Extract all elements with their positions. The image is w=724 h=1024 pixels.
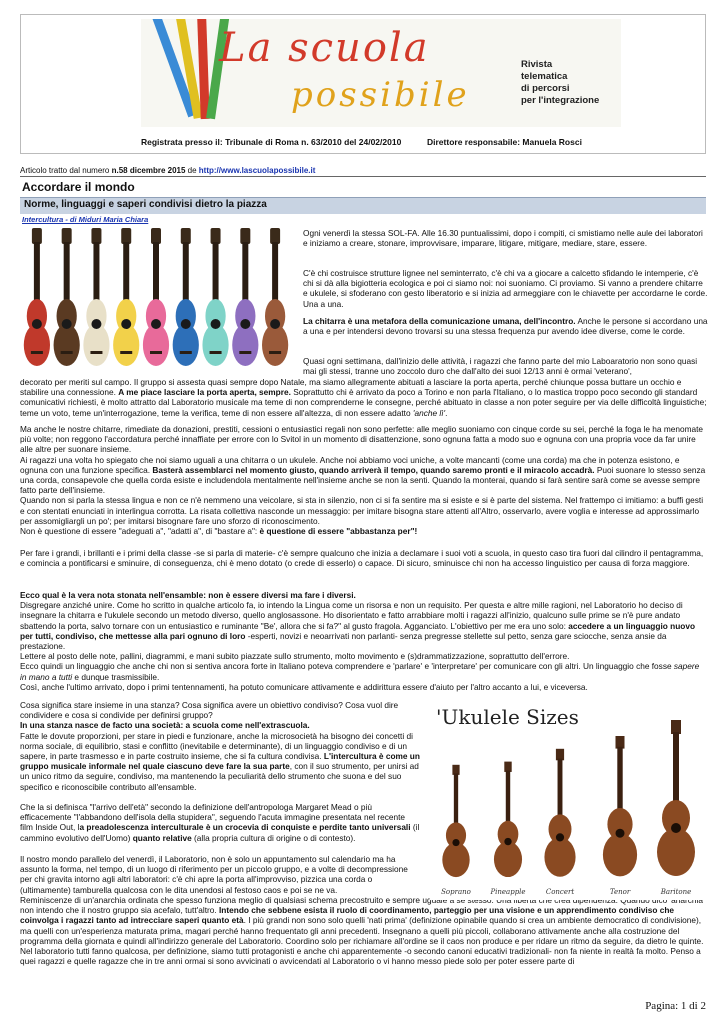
paragraph-text: Nel laboratorio tutti fanno qualcosa, per definizione, siamo tutti protagonisti e anche chi apparentemente -o secondo canoni educativi tradizionali- non fa niente in realtà fa molto. Penso a quei ragazzi e quelle ragazze che in tre anni ormai si sono avvicinati o avvicendati al Laboratorio o vi hanno messo piede solo per poter essere parte di	[20, 946, 701, 967]
ukulele-size-concert	[544, 749, 575, 877]
paragraph-bold: L'intercultura è come un gruppo musicale informale nel quale ciascuno deve fare la sua parte	[20, 751, 420, 772]
paragraph-bold	[20, 590, 708, 600]
paragraph-bold: Basterà assemblarci nel momento giusto, quando arriverà il tempo, quando saremo pronti e il miracolo accadrà.	[152, 464, 595, 475]
paragraph-bold: Intendo che sebbene esista il ruolo di coordinamento, parteggio per una visione e un apprendimento condiviso che coinvolga i ragazzi tanto ad intrecciare saperi quanto età	[20, 905, 675, 926]
ukulele-sizes-image	[430, 700, 705, 900]
paragraph	[303, 316, 708, 336]
director-line: Direttore responsabile: Manuela Rosci	[427, 137, 582, 147]
paragraph-text: Cosa significa stare insieme in una stanza? Cosa significa avere un obiettivo condiviso? Cosa vuol dire condividere e cosa si condivide per definirsi gruppo?	[20, 700, 399, 721]
ukulele	[24, 228, 50, 366]
source-issue: n.58 dicembre 2015	[111, 166, 186, 175]
paragraph-text: Anche le persone si accordano una a una e per intendersi devono trovarsi su una stessa frequenza pur avendo idee diverse, come le corde.	[303, 316, 708, 337]
paragraph-text: Lettere al posto delle note, pallini, diagrammi, e mani subito piazzate sullo strumento, molto movimento e (s)drammatizzazione, soprattutto dell'errore.	[20, 651, 570, 662]
divider	[20, 176, 706, 177]
paragraph-bold: a preadolescenza interculturale è un crocevia di conquiste e perdite tanto universali	[79, 822, 411, 833]
tagline-line: per l'integrazione	[521, 95, 600, 106]
ukuleles-photo	[22, 224, 290, 370]
paragraph-bold: In una stanza nasce de facto una società: a scuola come nell'extrascuola.	[20, 720, 310, 731]
paragraph: C'è chi costruisce strutture lignee nel seminterrato, c'è chi va a giocare a calcetto sfidando le intemperie, c'è chi si dà alla bigiotteria ecologica e poi ci siamo noi: noi suoniamo. Ci proviamo. Si vanno a prendere chitarre e ukulele, si sfoderano con gesto liberatorio e si inizia ad armeggiare con le chiavette per accordarne le corde. Una a una.	[303, 268, 708, 309]
ukulele-size-soprano	[442, 765, 469, 877]
ukulele	[113, 228, 139, 366]
tagline-line: di percorsi	[521, 83, 570, 94]
paragraph-text: Puoi suonare lo stesso senza una corda, consapevole che quella corda esiste e includendola mentalmente nell'insieme anche se non la senti. Quando la monterai, quando si farà sentire sarà come se avesse sempre fatto parte dell'insieme.	[20, 464, 706, 496]
logo-line-1: La scuola	[219, 25, 430, 71]
paragraph-text	[20, 600, 708, 651]
paragraph-text: Disgregare anziché unire. Come ho scritto in qualche articolo fa, io intendo la Lingua come un risorsa e non un requisito. Per questa e altre mille ragioni, nel Laboratorio ho deciso di insegnare la chitarra e l'ukulele secondo un metodo diverso, quello anglosassone. Ho disorientato e fatto arrabbiare molti i ragazzi all'inizio, qualcuno sulle prime se n'è pure andato sbattendo la porta, salvo tornare con un entusiastico e ruminante "Be', allora che si fa?" al gusto fragola. Agganciato. L'obiettivo per me era uno solo:	[20, 600, 683, 631]
ukulele	[232, 228, 258, 366]
page-number: Pagina: 1 di 2	[645, 1000, 706, 1012]
paragraph-text: . I più grandi non sono solo quelli 'nati prima' (definizione opinabile quando si crea un ambiente democratico di condivisione), ma quelli con un'esperienza maturata prima, magari perché hanno frequentato gli anni precedenti. Insegnano a quelli più piccoli, collaborano attivamente anche alla costruzione del programma della giornata e quindi all'indirizzo generale del Laboratorio. Coordino solo per richiamare all'ordine se il caos non produce e per ridare un ritmo da seguire, da dietro le quinte.	[20, 915, 704, 946]
paragraph	[20, 377, 708, 418]
paragraph-italic: 'anche lì'	[412, 407, 446, 418]
paragraph-italic: sapere in mano a tutti	[20, 661, 700, 682]
paragraph-bold: A me piace lasciare la porta aperta, sempre.	[118, 387, 291, 398]
logo-line-2: possibile	[291, 75, 470, 115]
article-subtitle: Norme, linguaggi e saperi condivisi dietro la piazza	[24, 199, 267, 210]
ukulele-size-label: Tenor	[609, 888, 631, 896]
paragraph-text: decorato per meriti sul campo. Il gruppo si assesta quasi sempre dopo Natale, ma siamo allegramente abituati a lasciare la porta aperta, perché chiunque possa buttare un occhio e stabilire una connessione.	[20, 377, 682, 398]
paragraph-text: Ecco quindi un linguaggio che anche chi non si sentiva ancora forte in Italiano poteva comprendere e 'parlare' e 'interpretare' per comunicare con gli altri. Un linguaggio che fosse	[20, 661, 674, 672]
ukulele-size-tenor	[603, 736, 637, 876]
paragraph-text: Reminiscenze di un'anarchia ordinata che spesso funziona meglio di qualsiasi schema precostruito e sempre uguale a se stesso. Una libertà che crea dipendenza. Quando dico 'anarchia' non intendo che il nostro gruppo sia acefalo, tutt'altro.	[20, 895, 705, 916]
ukulele	[143, 228, 169, 366]
paragraph-text	[20, 526, 708, 536]
paragraph-text: Così, anche l'ultimo arrivato, dopo i primi tentennamenti, ha potuto comunicare attivamente e addirittura essere d'aiuto per l'altro accanto a lui, e viceversa.	[20, 681, 588, 692]
tagline-line: Rivista	[521, 59, 553, 70]
ukulele-size-label: Concert	[545, 888, 575, 896]
source-link[interactable]: http://www.lascuolapossibile.it	[198, 166, 316, 175]
tagline-line: telematica	[521, 71, 568, 82]
paragraph-text	[20, 731, 420, 792]
masthead-banner	[141, 19, 621, 127]
paragraph-text: (il cammino evolutivo dell'Uomo)	[20, 822, 420, 843]
paragraph-text	[20, 455, 708, 496]
paragraph	[20, 424, 708, 536]
paragraph-bold: La chitarra è una metafora della comunicazione umana, dell'incontro.	[303, 316, 576, 326]
ukulele-sizes-title: 'Ukulele Sizes	[436, 705, 579, 729]
ukulele-size-label: Pineapple	[490, 888, 526, 896]
paragraph-bold: Ecco qual è la vera nota stonata nell'ensamble: non è essere diversi ma fare i diversi.	[20, 590, 356, 600]
paragraph	[20, 700, 420, 792]
source-middle: de	[185, 166, 199, 175]
paragraph-text	[20, 895, 708, 946]
paragraph-text: -esperti, novizi e neoarrivati non parlanti- senza pregresse stellette sul petto, senza gare sciocche, senza ansie da prestazione.	[20, 630, 667, 652]
paragraph-bold	[20, 720, 420, 730]
paragraph-text: Fatte le dovute proporzioni, per stare in piedi e funzionare, anche la microsocietà ha bisogno dei concetti di norma sociale, di equilibrio, stasi e conflitto (inevitabile e determinante), di un linguaggio condiviso e di un sapere, in parte trasmesso e in parte costruito insieme, che si fa cultura condivisa.	[20, 730, 413, 762]
masthead	[20, 14, 706, 154]
ukulele-size-baritone	[657, 720, 695, 876]
ukulele	[54, 228, 80, 366]
source-prefix: Articolo tratto dal numero	[20, 166, 112, 175]
article-title: Accordare il mondo	[22, 180, 135, 194]
ukulele	[83, 228, 109, 366]
paragraph: Per fare i grandi, i brillanti e i primi della classe -se si parla di materie- c'è sempre qualcuno che inizia a declamare i suoi voti a scuola, in questo caso tira fuori dal cilindro il pentagramma, e comincia a pontificarsi e sminuire, di conseguenza, chi è meno dotato (o crede di esserlo) o capace. Di sicuro, sminuisce chi non ha accesso linguistico per causa di forza maggiore.	[20, 548, 704, 569]
paragraph-text	[20, 661, 708, 681]
paragraph: Quasi ogni settimana, dall'inizio delle attività, i ragazzi che fanno parte del mio Laboaratorio non sono quasi mai gli stessi, tranne uno zoccolo duro che dall'alto dei suoi 12/13 anni è ormai 'veterano',	[303, 356, 698, 377]
paragraph	[20, 895, 708, 966]
paragraph-text: Soprattutto chi è arrivato da poco a Torino e non parla l'Italiano, o lo mastica troppo poco secondo gli standard comunicativi richiesti, è molto attratto dal Laboratorio musicale ma teme di non comprenderne le consegne, perché abituato in classe a non poter seguire per via delle difficoltà linguistiche; teme un voto, teme un'interrogazione, teme la verifica, teme di non essere all'altezza, di non essere adatto	[20, 387, 707, 418]
paragraph: Il nostro mondo parallelo del venerdì, il Laboratorio, non è solo un appuntamento sul calendario ma ha assunto la forma, nel tempo, di un luogo di riferimento per un piccolo gruppo, e a volte di decompressione per chi gravita intorno agli altri laboratori: c'è chi apre la porta all'improvviso, pizzica una corda o (ultimamente) tamburella qualcosa con le dita unendosi al festoso caos e poi se ne va.	[20, 854, 408, 895]
paragraph-text: Non è questione di essere "adeguati a", "adatti a", di "bastare a":	[20, 526, 260, 537]
ukulele	[262, 228, 288, 366]
paragraph-bold: accedere a un linguaggio nuovo per tutti, condiviso, che mettesse alla pari ognuno di loro	[20, 620, 696, 641]
paragraph	[20, 802, 420, 843]
paragraph-text: Ma anche le nostre chitarre, rimediate da donazioni, prestiti, cessioni o entusiastici regali non sono perfette: alle meglio suoniamo con cinque corde su sei, perché la foga le ha menomate più volte; non reggono l'accordatura perché innaffiate per errore con lo Svitol in un momento di disattenzione, sono ognuna fatta a modo suo e ognuna con una propria voce da far unire alle altre per suonare insieme.	[20, 424, 704, 455]
paragraph: Ogni venerdì la stessa SOL-FA. Alle 16.30 puntualissimi, dopo i compiti, ci smistiamo nelle aule dei laboratori e iniziamo a creare, stonare, improvvisare, imparare, litigare, mitigare, mediare, stare, essere.	[303, 228, 703, 249]
paragraph-text: Ai ragazzi una volta ho spiegato che noi siamo uguali a una chitarra o un ukulele. Anche noi abbiamo voci uniche, a volte mancanti (come una corda) ma che in potenza esistono, e ognuna con una funzione specifica.	[20, 454, 680, 475]
paragraph-text: Che la si definisca "l'arrivo dell'età" secondo la definizione dell'antropologa Margaret Mead o più efficacemente "l'abbandono dell'isola della stupidera", seguendo l'acuta immagine presentata nel recente film Inside Out, l	[20, 802, 406, 833]
registration-line: Registrata presso il: Tribunale di Roma n. 63/2010 del 24/02/2010	[141, 137, 402, 147]
tagline	[521, 59, 599, 107]
article-byline[interactable]: Intercultura - di Miduri Maria Chiara	[22, 215, 149, 224]
ukulele-size-pineapple	[494, 762, 522, 877]
paragraph	[20, 590, 708, 692]
ukulele	[202, 228, 228, 366]
paragraph-bold: quanto relative	[132, 832, 192, 843]
paragraph-text: e dunque trasmissibile.	[72, 671, 160, 682]
source-line	[20, 166, 315, 175]
paragraph-text: , con il suo strumento, per unirsi ad un unico ritmo da seguire, condiviso, ma mantenendo la peculiarità dello strumento che suona e del suo specifico e riconoscibile contributo all'ensamble.	[20, 761, 419, 792]
ukulele-size-label: Soprano	[441, 888, 471, 896]
paragraph-text: .	[445, 407, 448, 418]
ukulele	[173, 228, 199, 366]
paragraph-text: Quando non si parla la stessa lingua e non ce n'è nemmeno una veicolare, si sta in silenzio, non ci si fa sentire ma si esiste e si è parte del sistema. Nel frattempo ci imitiamo: a buffi gesti e con stentati enunciati in interlingua corrotta. La risata collettiva nasconde un messaggio: per imitare bisogna stare attenti all'Altro, osservarlo, avere voglia e interesse ad approssimarlo per assomigliargli un po'; per imitarsi bisognare fare uno sforzo di riconoscimento.	[20, 495, 704, 526]
paragraph-bold: è questione di essere "abbastanza per"!	[259, 526, 418, 537]
ukulele-size-label: Baritone	[660, 888, 692, 896]
paragraph-text: (alla propria cultura di origine o di contesto).	[191, 832, 356, 843]
